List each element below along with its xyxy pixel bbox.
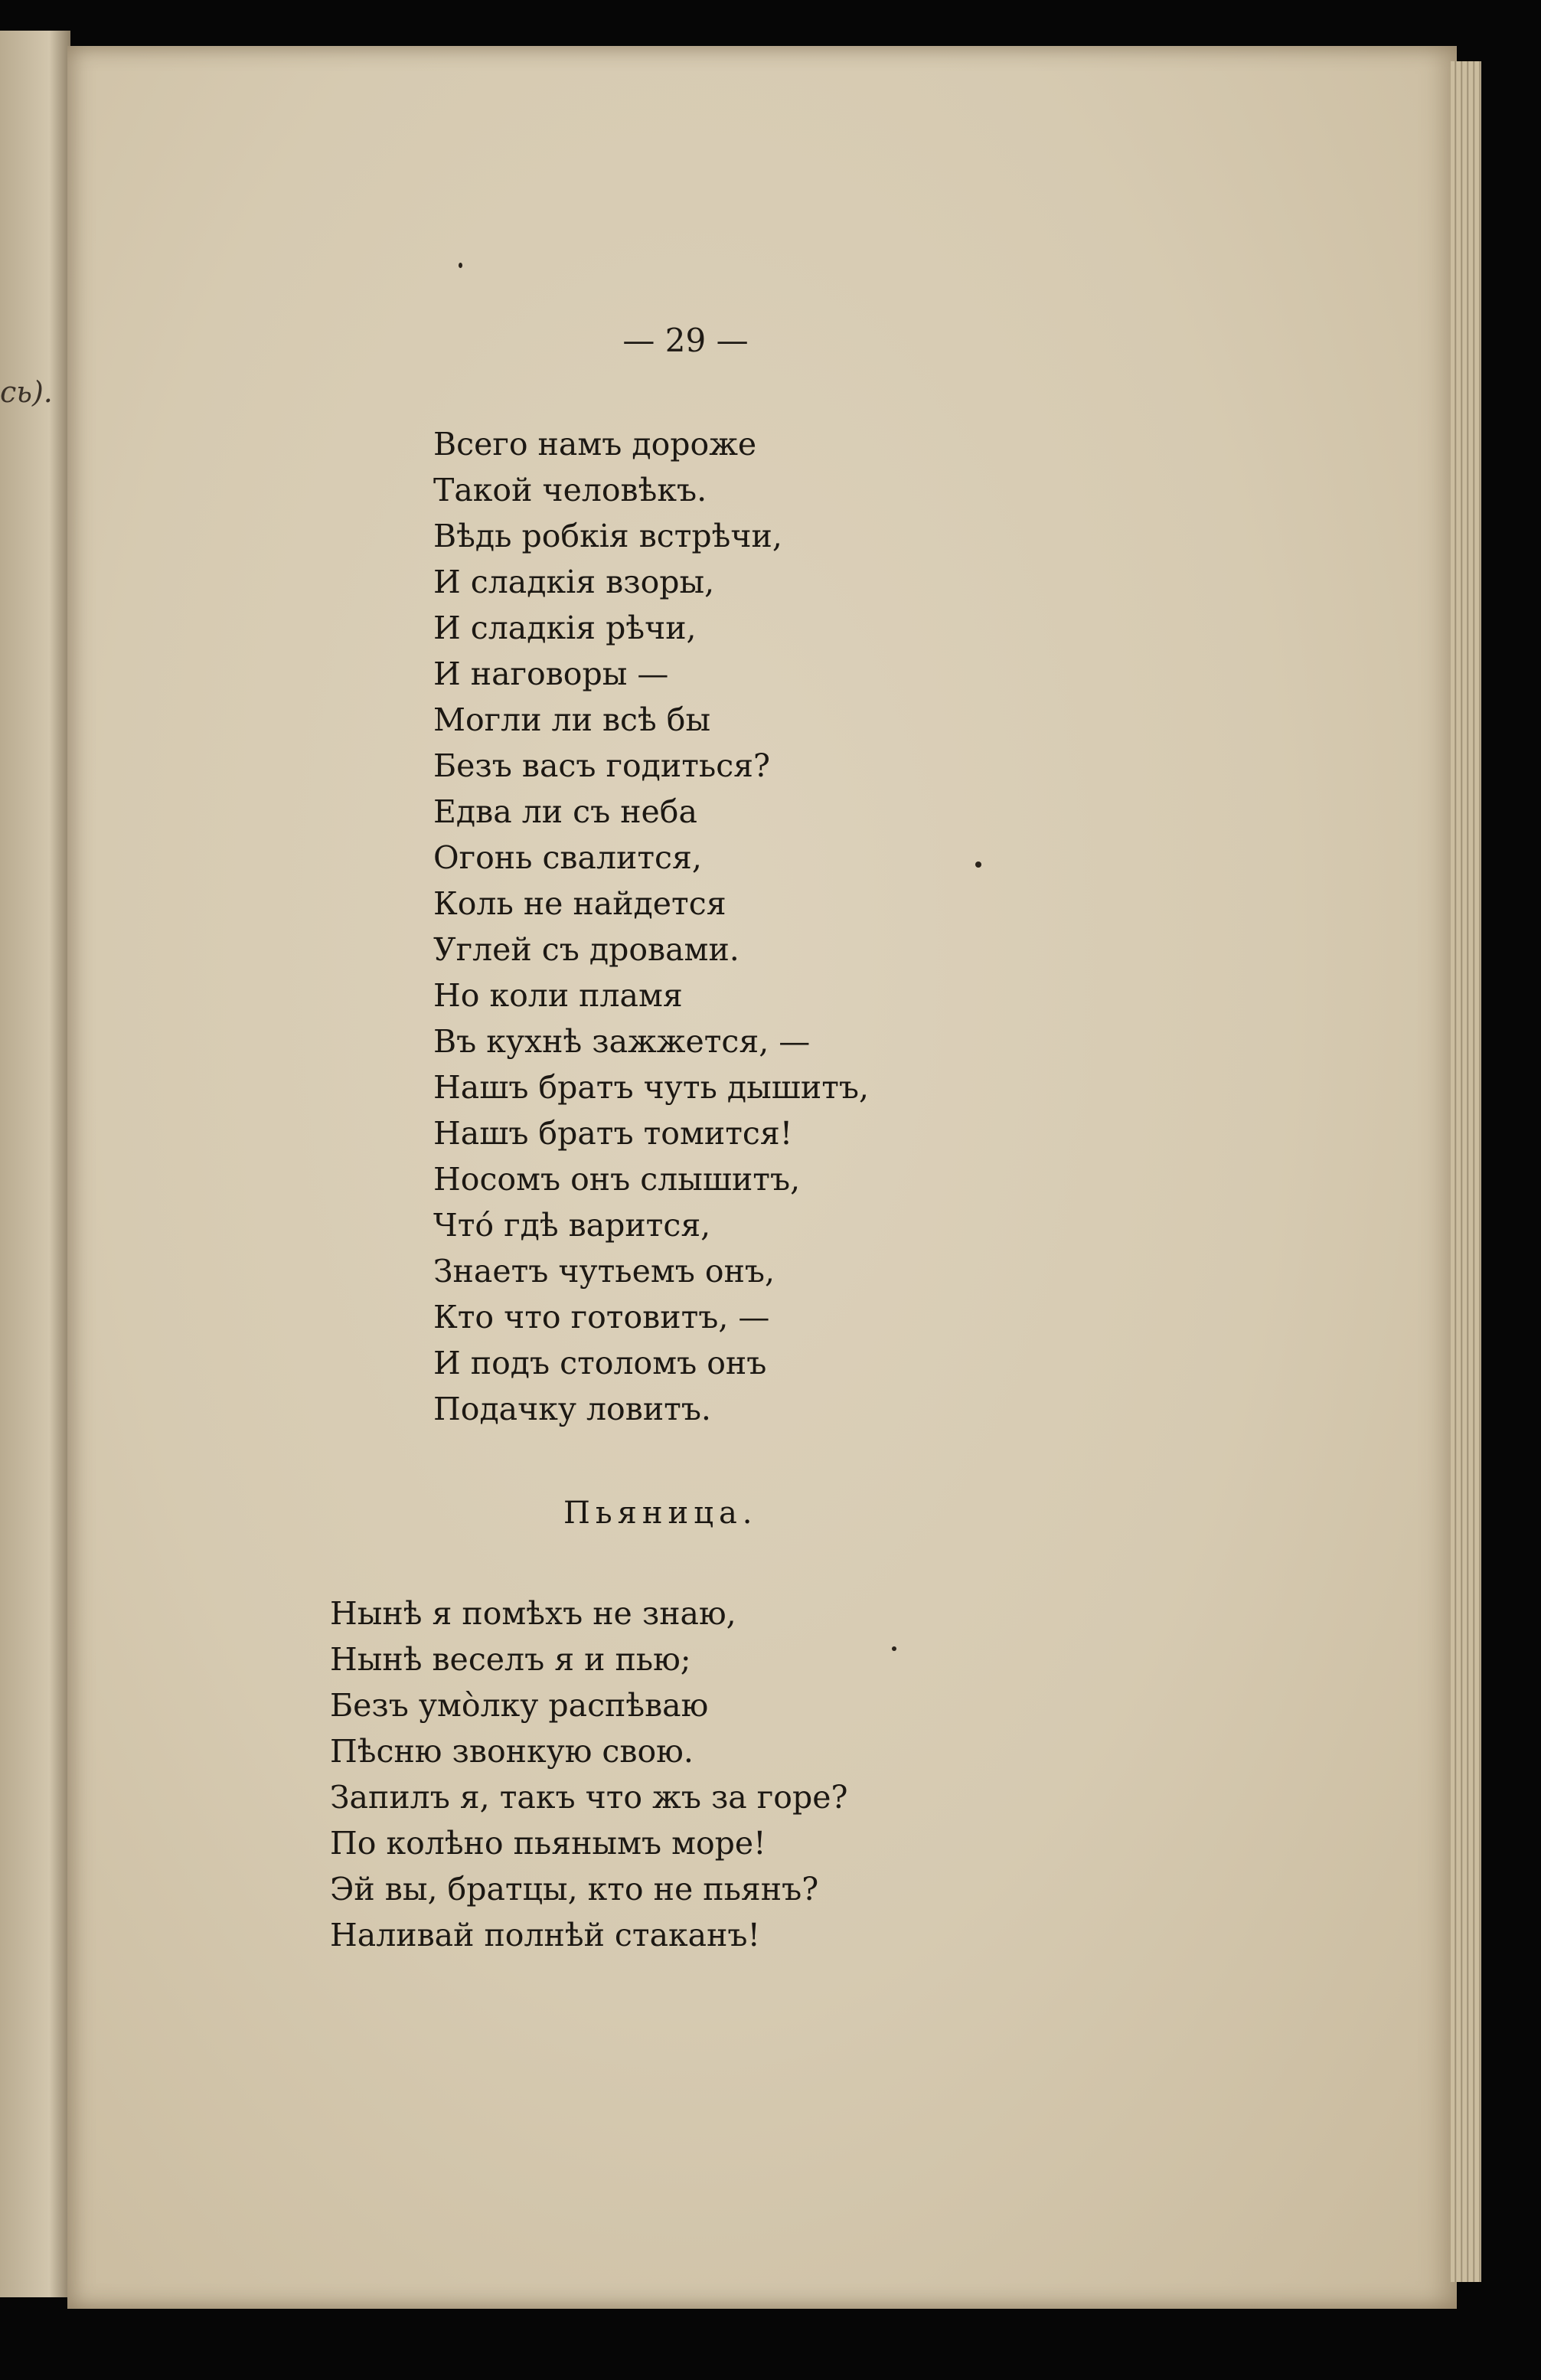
facing-page-edge xyxy=(0,31,70,2297)
poem-line: По колѣно пьянымъ море! xyxy=(330,1825,766,1862)
poem-line: Нынѣ веселъ я и пью; xyxy=(330,1641,691,1678)
poem-line: Чтó гдѣ варится, xyxy=(433,1207,711,1244)
poem-line: И подъ столомъ онъ xyxy=(433,1345,767,1381)
poem-line: И сладкія взоры, xyxy=(433,564,715,600)
poem-line: Безъ умòлку распѣваю xyxy=(330,1687,709,1724)
paper-speck xyxy=(975,861,981,868)
poem-line: Могли ли всѣ бы xyxy=(433,701,711,738)
poem-line: Знаетъ чутьемъ онъ, xyxy=(433,1253,775,1290)
poem-stanza xyxy=(330,1590,847,1958)
poem-line: И сладкія рѣчи, xyxy=(433,610,697,646)
poem-line: Носомъ онъ слышитъ, xyxy=(433,1161,801,1198)
poem-line: Огонь свалится, xyxy=(433,839,702,876)
poem-line: Запилъ я, такъ что жъ за горе? xyxy=(330,1779,848,1816)
poem-line: Въ кухнѣ зажжется, — xyxy=(433,1023,811,1060)
book-page xyxy=(67,46,1457,2309)
poem-line: Нашъ братъ томится! xyxy=(433,1115,793,1152)
poem-line: Углей съ дровами. xyxy=(433,931,739,968)
poem-line: Пѣсню звонкую свою. xyxy=(330,1733,694,1770)
page-stack-edges xyxy=(1451,61,1481,2282)
poem-line: Но коли пламя xyxy=(433,977,683,1014)
poem-line: Наливай полнѣй стаканъ! xyxy=(330,1917,760,1953)
poem-title: Пьяница. xyxy=(563,1496,758,1531)
poem-line: Вѣдь робкія встрѣчи, xyxy=(433,518,782,554)
poem-line: Всего намъ дороже xyxy=(433,426,757,463)
poem-line: Кто что готовитъ, — xyxy=(433,1299,770,1335)
poem-line: Подачку ловитъ. xyxy=(433,1391,711,1427)
poem-line: И наговоры — xyxy=(433,655,669,692)
poem-line: Коль не найдется xyxy=(433,885,726,922)
poem-line: Нынѣ я помѣхъ не знаю, xyxy=(330,1595,736,1632)
poem-line: Нашъ братъ чуть дышитъ, xyxy=(433,1069,869,1106)
poem-line: Едва ли съ неба xyxy=(433,793,697,830)
poem-line: Безъ васъ годиться? xyxy=(433,747,771,784)
poem-line: Эй вы, братцы, кто не пьянъ? xyxy=(330,1871,819,1908)
paper-speck xyxy=(892,1646,896,1651)
paper-speck xyxy=(459,263,462,268)
page-number: — 29 — xyxy=(622,322,749,359)
poem-line: Такой человѣкъ. xyxy=(433,472,707,508)
facing-page-text-fragment: сь). xyxy=(0,375,53,409)
poem-continuation xyxy=(433,421,869,1432)
